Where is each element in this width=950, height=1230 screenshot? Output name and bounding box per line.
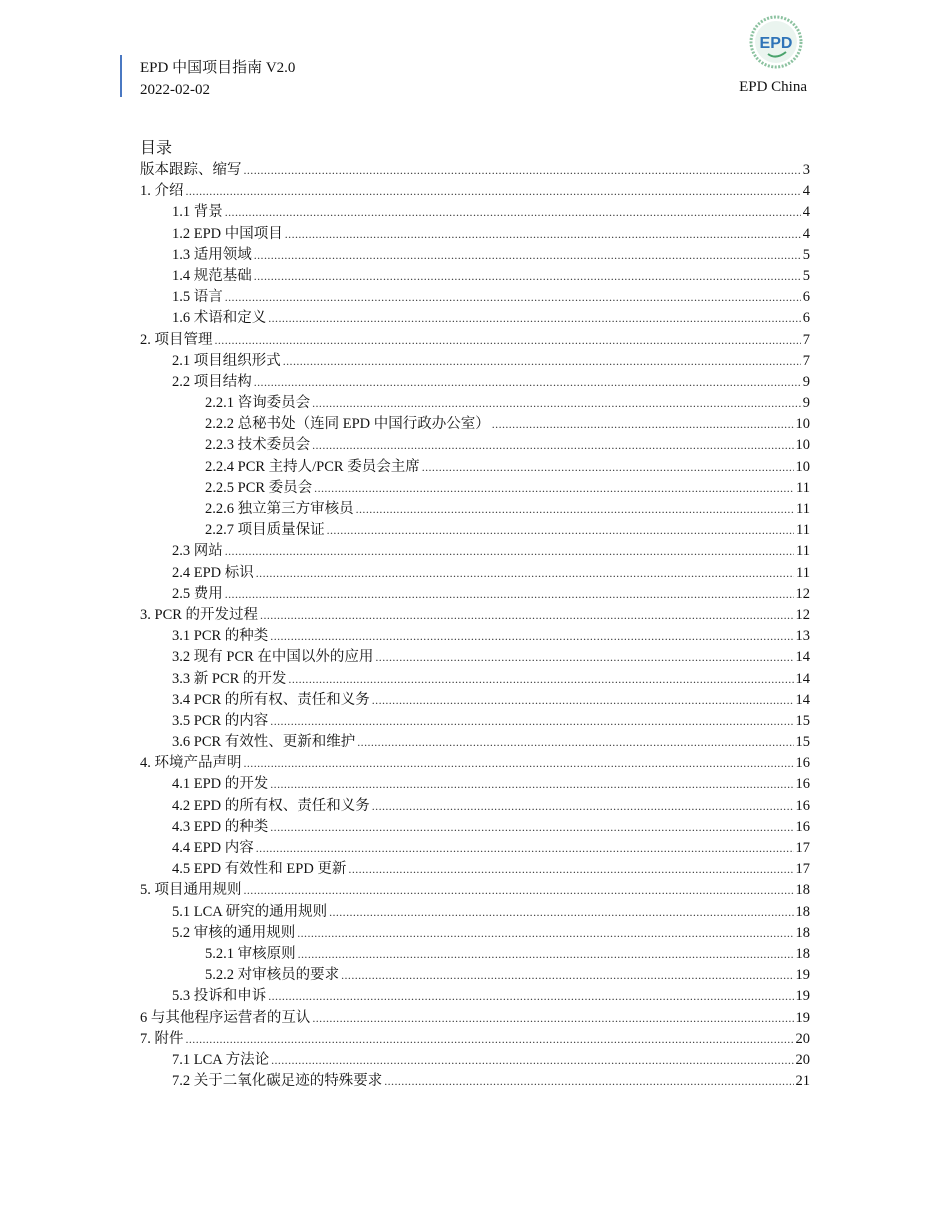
toc-entry[interactable]: [140, 1008, 810, 1029]
toc-entry-label: 1.1 背景: [172, 204, 223, 221]
toc-entry-page: 5: [802, 267, 810, 284]
header-accent-bar: [120, 55, 122, 97]
toc-entry[interactable]: [140, 1050, 810, 1071]
toc-entry-page: 10: [795, 416, 810, 433]
toc-entry-page: 17: [795, 861, 810, 878]
toc-entry-page: 13: [795, 628, 810, 645]
toc-entry[interactable]: [140, 753, 810, 774]
toc-entry-label: 2. 项目管理: [140, 331, 213, 348]
toc-entry-label: 4. 环境产品声明: [140, 755, 242, 772]
toc-entry[interactable]: [140, 965, 810, 986]
toc-leader-dots: [225, 202, 801, 223]
toc-entry[interactable]: [140, 1071, 810, 1092]
toc-leader-dots: [314, 478, 794, 499]
toc-leader-dots: [271, 1050, 793, 1071]
table-of-contents: [140, 160, 810, 1092]
toc-entry[interactable]: [140, 774, 810, 795]
toc-entry-label: 5.1 LCA 研究的通用规则: [172, 903, 328, 920]
toc-leader-dots: [285, 224, 801, 245]
toc-entry-page: 9: [802, 395, 810, 412]
toc-entry-page: 11: [796, 501, 810, 517]
toc-entry[interactable]: [140, 478, 810, 499]
toc-entry[interactable]: [140, 923, 810, 944]
toc-entry-page: 7: [802, 352, 810, 369]
organization-name: EPD China: [739, 79, 807, 95]
toc-entry-page: 15: [795, 712, 810, 729]
toc-entry-page: 18: [795, 945, 810, 962]
toc-leader-dots: [298, 944, 794, 965]
toc-entry[interactable]: [140, 393, 810, 414]
toc-entry-label: 2.3 网站: [172, 543, 223, 560]
toc-leader-dots: [225, 541, 794, 562]
toc-entry-label: 2.2.3 技术委员会: [205, 437, 311, 454]
toc-entry[interactable]: [140, 351, 810, 372]
toc-title: 目录: [140, 140, 173, 157]
toc-entry-label: 5.2.1 审核原则: [205, 945, 296, 962]
toc-entry[interactable]: [140, 584, 810, 605]
toc-entry[interactable]: [140, 669, 810, 690]
toc-entry[interactable]: [140, 224, 810, 245]
toc-entry-label: 1.2 EPD 中国项目: [172, 225, 283, 242]
toc-entry-page: 12: [795, 585, 810, 602]
toc-entry-label: 4.3 EPD 的种类: [172, 818, 269, 835]
toc-entry-page: 16: [795, 818, 810, 835]
toc-entry-page: 19: [795, 967, 810, 984]
toc-leader-dots: [254, 266, 801, 287]
toc-entry-label: 5.2.2 对审核员的要求: [205, 967, 340, 984]
toc-entry-label: 4.5 EPD 有效性和 EPD 更新: [172, 861, 347, 878]
toc-entry-page: 10: [795, 458, 810, 475]
toc-entry-label: 4.1 EPD 的开发: [172, 776, 269, 793]
toc-leader-dots: [186, 1029, 794, 1050]
epd-logo: [748, 14, 804, 70]
toc-entry-page: 14: [795, 670, 810, 687]
toc-entry-label: 1.4 规范基础: [172, 267, 252, 284]
toc-leader-dots: [357, 732, 793, 753]
toc-entry-page: 4: [802, 183, 810, 200]
toc-entry-label: 3.5 PCR 的内容: [172, 712, 269, 729]
toc-entry[interactable]: [140, 435, 810, 456]
toc-leader-dots: [254, 245, 801, 266]
toc-entry-page: 12: [795, 606, 810, 623]
toc-leader-dots: [244, 160, 801, 181]
toc-entry-label: 2.2.1 咨询委员会: [205, 395, 311, 412]
toc-entry-page: 16: [795, 797, 810, 814]
toc-entry[interactable]: [140, 541, 810, 562]
toc-entry-page: 11: [796, 522, 810, 539]
toc-leader-dots: [215, 330, 801, 351]
toc-entry-label: 5.3 投诉和申诉: [172, 988, 267, 1005]
toc-entry-page: 4: [802, 225, 810, 242]
toc-entry[interactable]: [140, 796, 810, 817]
toc-entry-label: 1. 介绍: [140, 183, 184, 200]
toc-entry-label: 2.2.7 项目质量保证: [205, 522, 325, 539]
toc-entry-label: 2.2.2 总秘书处（连同 EPD 中国行政办公室）: [205, 416, 490, 433]
toc-entry-label: 2.2.4 PCR 主持人/PCR 委员会主席: [205, 458, 420, 475]
document-title: EPD 中国项目指南 V2.0: [140, 60, 296, 76]
toc-entry[interactable]: [140, 859, 810, 880]
toc-entry-label: 1.3 适用领域: [172, 246, 252, 263]
toc-entry-page: 20: [795, 1030, 810, 1047]
toc-leader-dots: [327, 520, 794, 541]
toc-entry-page: 14: [795, 649, 810, 666]
toc-leader-dots: [312, 1008, 793, 1029]
toc-leader-dots: [348, 859, 793, 880]
toc-entry[interactable]: [140, 181, 810, 202]
toc-entry-label: 4.4 EPD 内容: [172, 840, 254, 856]
toc-entry-label: 2.2.6 独立第三方审核员: [205, 501, 354, 517]
toc-leader-dots: [312, 393, 801, 414]
toc-entry-label: 7.1 LCA 方法论: [172, 1051, 270, 1068]
toc-entry-page: 17: [795, 840, 810, 856]
toc-leader-dots: [270, 711, 793, 732]
toc-entry-label: 2.5 费用: [172, 585, 223, 602]
toc-entry[interactable]: [140, 499, 810, 520]
toc-entry-page: 15: [795, 734, 810, 751]
toc-entry-page: 7: [802, 331, 810, 348]
toc-entry-page: 5: [802, 246, 810, 263]
toc-leader-dots: [372, 690, 794, 711]
toc-leader-dots: [297, 923, 793, 944]
toc-entry[interactable]: [140, 690, 810, 711]
toc-leader-dots: [268, 986, 793, 1007]
toc-leader-dots: [375, 647, 793, 668]
toc-entry-page: 9: [802, 373, 810, 390]
toc-entry-label: 5. 项目通用规则: [140, 882, 242, 899]
toc-leader-dots: [384, 1071, 793, 1092]
toc-entry-label: 2.1 项目组织形式: [172, 352, 281, 369]
toc-leader-dots: [341, 965, 793, 986]
toc-entry-label: 3.3 新 PCR 的开发: [172, 670, 287, 687]
toc-entry-page: 19: [795, 1009, 810, 1026]
toc-leader-dots: [270, 626, 793, 647]
toc-entry-label: 2.4 EPD 标识: [172, 564, 254, 581]
toc-leader-dots: [283, 351, 801, 372]
toc-entry-page: 11: [796, 479, 810, 496]
toc-entry-page: 21: [795, 1073, 810, 1090]
toc-leader-dots: [270, 774, 793, 795]
document-date: 2022-02-02: [140, 82, 210, 98]
toc-entry[interactable]: [140, 1029, 810, 1050]
toc-entry-label: 1.5 语言: [172, 289, 223, 306]
toc-leader-dots: [244, 880, 794, 901]
toc-entry[interactable]: [140, 817, 810, 838]
toc-leader-dots: [356, 499, 794, 520]
toc-leader-dots: [329, 902, 793, 923]
toc-entry-label: 1.6 术语和定义: [172, 310, 267, 327]
toc-entry[interactable]: [140, 711, 810, 732]
toc-entry-page: 11: [796, 564, 810, 581]
toc-leader-dots: [270, 817, 793, 838]
toc-leader-dots: [225, 584, 794, 605]
toc-leader-dots: [260, 605, 793, 626]
toc-entry-page: 6: [802, 289, 810, 306]
toc-leader-dots: [186, 181, 801, 202]
toc-entry-label: 7. 附件: [140, 1030, 184, 1047]
toc-leader-dots: [256, 563, 794, 584]
toc-entry-page: 19: [795, 988, 810, 1005]
toc-entry[interactable]: [140, 626, 810, 647]
toc-entry[interactable]: [140, 330, 810, 351]
toc-entry[interactable]: [140, 308, 810, 329]
toc-entry-page: 4: [802, 204, 810, 221]
toc-entry-page: 10: [795, 437, 810, 454]
toc-entry[interactable]: [140, 245, 810, 266]
toc-entry-page: 18: [795, 924, 810, 941]
toc-entry[interactable]: [140, 414, 810, 435]
toc-entry-page: 18: [795, 903, 810, 920]
toc-entry-label: 3.2 现有 PCR 在中国以外的应用: [172, 649, 374, 666]
toc-entry-label: 3.6 PCR 有效性、更新和维护: [172, 734, 356, 751]
toc-entry-label: 版本跟踪、缩写: [140, 162, 242, 178]
toc-leader-dots: [312, 435, 793, 456]
toc-entry[interactable]: [140, 732, 810, 753]
toc-entry[interactable]: [140, 372, 810, 393]
toc-leader-dots: [244, 753, 794, 774]
toc-entry[interactable]: [140, 838, 810, 859]
toc-entry[interactable]: [140, 902, 810, 923]
toc-entry-page: 14: [795, 691, 810, 708]
toc-leader-dots: [268, 308, 801, 329]
toc-leader-dots: [492, 414, 794, 435]
toc-entry-label: 2.2 项目结构: [172, 373, 252, 390]
toc-entry[interactable]: [140, 605, 810, 626]
toc-entry[interactable]: [140, 520, 810, 541]
toc-entry[interactable]: [140, 160, 810, 181]
toc-entry[interactable]: [140, 457, 810, 478]
toc-entry-page: 16: [795, 776, 810, 793]
toc-entry-label: 3.4 PCR 的所有权、责任和义务: [172, 691, 370, 708]
toc-entry[interactable]: [140, 266, 810, 287]
toc-entry-page: 20: [795, 1051, 810, 1068]
toc-entry-label: 4.2 EPD 的所有权、责任和义务: [172, 797, 370, 814]
header-left: [140, 57, 295, 101]
toc-leader-dots: [372, 796, 794, 817]
toc-leader-dots: [422, 457, 794, 478]
toc-entry[interactable]: [140, 202, 810, 223]
toc-entry[interactable]: [140, 944, 810, 965]
toc-leader-dots: [256, 838, 794, 859]
toc-entry[interactable]: [140, 647, 810, 668]
toc-entry-page: 18: [795, 882, 810, 899]
toc-leader-dots: [254, 372, 801, 393]
toc-entry-page: 3: [802, 162, 810, 178]
toc-entry-label: 6 与其他程序运营者的互认: [140, 1009, 311, 1026]
toc-leader-dots: [225, 287, 801, 308]
svg-text:EPD: EPD: [759, 35, 793, 52]
toc-entry-label: 2.2.5 PCR 委员会: [205, 479, 313, 496]
toc-entry-page: 6: [802, 310, 810, 327]
toc-entry[interactable]: [140, 287, 810, 308]
toc-leader-dots: [288, 669, 793, 690]
toc-entry[interactable]: [140, 563, 810, 584]
toc-entry-label: 5.2 审核的通用规则: [172, 924, 296, 941]
toc-entry-label: 3. PCR 的开发过程: [140, 606, 259, 623]
toc-entry-page: 16: [795, 755, 810, 772]
toc-entry[interactable]: [140, 880, 810, 901]
toc-entry[interactable]: [140, 986, 810, 1007]
toc-entry-page: 11: [796, 543, 810, 560]
toc-entry-label: 3.1 PCR 的种类: [172, 628, 269, 645]
toc-entry-label: 7.2 关于二氧化碳足迹的特殊要求: [172, 1073, 383, 1090]
